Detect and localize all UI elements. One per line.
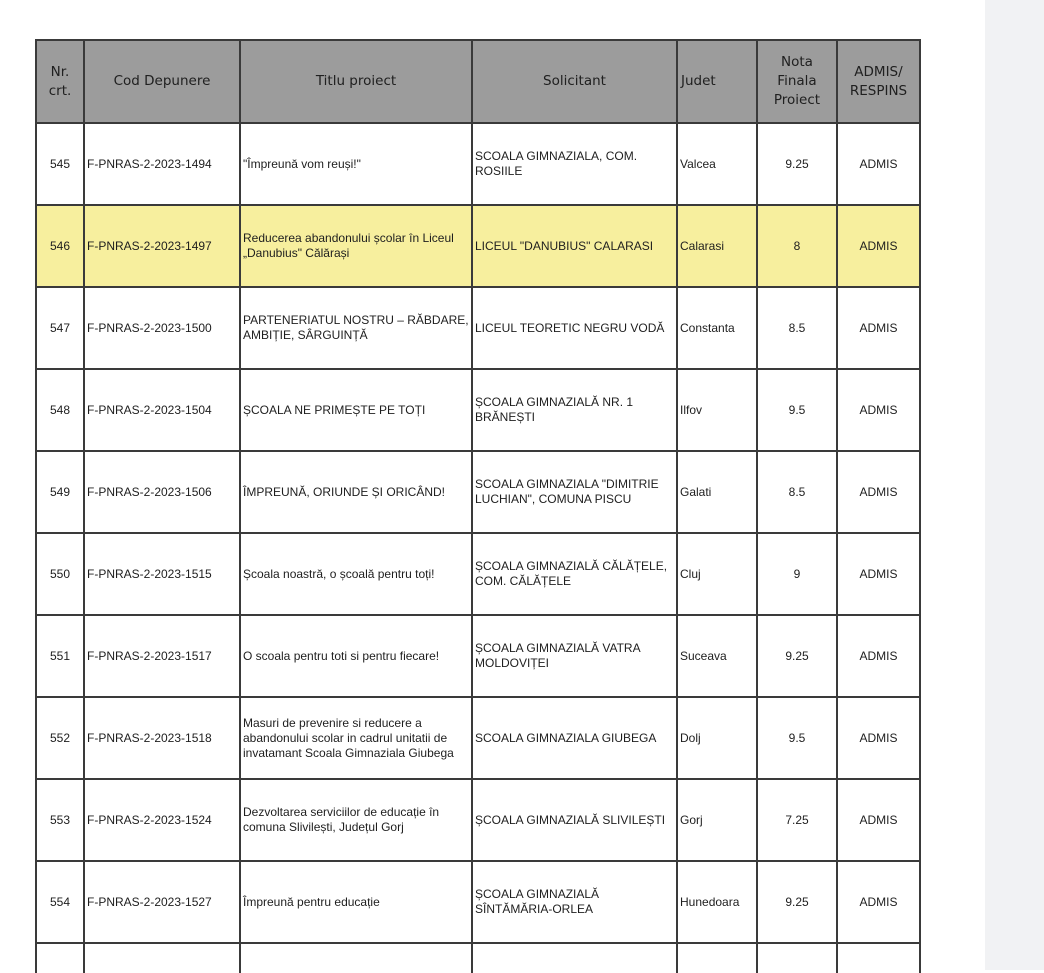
- row-titlu-proiect: Masuri de prevenire si reducere a abandonului scolar in cadrul unitatii de invatamant Scoala Gimnaziala Giubega: [240, 697, 472, 779]
- row-status: ADMIS: [837, 287, 920, 369]
- empty-cell: [677, 943, 757, 973]
- row-status: ADMIS: [837, 369, 920, 451]
- row-judet: Suceava: [677, 615, 757, 697]
- row-cod-depunere: F-PNRAS-2-2023-1527: [84, 861, 240, 943]
- row-nr: 549: [36, 451, 84, 533]
- table-row: [36, 205, 920, 287]
- table-row-cut-off: [36, 943, 920, 973]
- row-judet: Calarasi: [677, 205, 757, 287]
- table-row: [36, 369, 920, 451]
- row-nr: 548: [36, 369, 84, 451]
- row-cod-depunere: F-PNRAS-2-2023-1506: [84, 451, 240, 533]
- header-admis-respins: ADMIS/ RESPINS: [837, 40, 920, 123]
- row-cod-depunere: F-PNRAS-2-2023-1504: [84, 369, 240, 451]
- table-row: [36, 697, 920, 779]
- row-judet: Galati: [677, 451, 757, 533]
- row-cod-depunere: F-PNRAS-2-2023-1500: [84, 287, 240, 369]
- row-nota-finala: 9.25: [757, 861, 837, 943]
- row-nr: 547: [36, 287, 84, 369]
- header-nota-finala: Nota Finala Proiect: [757, 40, 837, 123]
- row-judet: Cluj: [677, 533, 757, 615]
- row-cod-depunere: F-PNRAS-2-2023-1517: [84, 615, 240, 697]
- row-nr: 552: [36, 697, 84, 779]
- row-status: ADMIS: [837, 697, 920, 779]
- row-nota-finala: 9.5: [757, 369, 837, 451]
- table-row: [36, 533, 920, 615]
- row-status: ADMIS: [837, 451, 920, 533]
- row-nr: 553: [36, 779, 84, 861]
- row-nr: 545: [36, 123, 84, 205]
- row-solicitant: ȘCOALA GIMNAZIALĂ SLIVILEȘTI: [472, 779, 677, 861]
- header-solicitant: Solicitant: [472, 40, 677, 123]
- table-row: [36, 287, 920, 369]
- empty-cell: [36, 943, 84, 973]
- header-titlu-proiect: Titlu proiect: [240, 40, 472, 123]
- row-nr: 546: [36, 205, 84, 287]
- row-status: ADMIS: [837, 123, 920, 205]
- row-nota-finala: 9: [757, 533, 837, 615]
- row-solicitant: ȘCOALA GIMNAZIALĂ NR. 1 BRĂNEȘTI: [472, 369, 677, 451]
- row-nota-finala: 9.25: [757, 123, 837, 205]
- row-judet: Gorj: [677, 779, 757, 861]
- row-judet: Hunedoara: [677, 861, 757, 943]
- row-titlu-proiect: ȘCOALA NE PRIMEȘTE PE TOȚI: [240, 369, 472, 451]
- row-judet: Ilfov: [677, 369, 757, 451]
- table-row: [36, 123, 920, 205]
- table-row: [36, 451, 920, 533]
- row-nr: 554: [36, 861, 84, 943]
- header-judet: Judet: [677, 40, 757, 123]
- row-nr: 551: [36, 615, 84, 697]
- row-cod-depunere: F-PNRAS-2-2023-1494: [84, 123, 240, 205]
- row-nota-finala: 7.25: [757, 779, 837, 861]
- header-nr: Nr. crt.: [36, 40, 84, 123]
- row-judet: Dolj: [677, 697, 757, 779]
- row-solicitant: SCOALA GIMNAZIALA "DIMITRIE LUCHIAN", COMUNA PISCU: [472, 451, 677, 533]
- empty-cell: [240, 943, 472, 973]
- row-titlu-proiect: PARTENERIATUL NOSTRU – RĂBDARE, AMBIȚIE, SÂRGUINȚĂ: [240, 287, 472, 369]
- row-nr: 550: [36, 533, 84, 615]
- empty-cell: [837, 943, 920, 973]
- empty-cell: [757, 943, 837, 973]
- row-status: ADMIS: [837, 533, 920, 615]
- row-titlu-proiect: ÎMPREUNĂ, ORIUNDE ȘI ORICÂND!: [240, 451, 472, 533]
- table-body: [36, 123, 920, 973]
- table-header-row: [36, 40, 920, 123]
- row-nota-finala: 8: [757, 205, 837, 287]
- row-nota-finala: 9.5: [757, 697, 837, 779]
- table-row: [36, 779, 920, 861]
- row-solicitant: SCOALA GIMNAZIALA GIUBEGA: [472, 697, 677, 779]
- table-row: [36, 615, 920, 697]
- row-solicitant: ȘCOALA GIMNAZIALĂ SÎNTĂMĂRIA-ORLEA: [472, 861, 677, 943]
- row-cod-depunere: F-PNRAS-2-2023-1515: [84, 533, 240, 615]
- right-margin: [985, 0, 1044, 970]
- row-titlu-proiect: Dezvoltarea serviciilor de educație în comuna Slivilești, Județul Gorj: [240, 779, 472, 861]
- row-cod-depunere: F-PNRAS-2-2023-1497: [84, 205, 240, 287]
- empty-cell: [472, 943, 677, 973]
- row-cod-depunere: F-PNRAS-2-2023-1518: [84, 697, 240, 779]
- row-solicitant: LICEUL TEORETIC NEGRU VODĂ: [472, 287, 677, 369]
- row-solicitant: SCOALA GIMNAZIALA, COM. ROSIILE: [472, 123, 677, 205]
- row-status: ADMIS: [837, 779, 920, 861]
- row-cod-depunere: F-PNRAS-2-2023-1524: [84, 779, 240, 861]
- row-status: ADMIS: [837, 615, 920, 697]
- row-solicitant: ȘCOALA GIMNAZIALĂ VATRA MOLDOVIȚEI: [472, 615, 677, 697]
- row-solicitant: LICEUL "DANUBIUS" CALARASI: [472, 205, 677, 287]
- row-judet: Constanta: [677, 287, 757, 369]
- row-status: ADMIS: [837, 205, 920, 287]
- row-nota-finala: 8.5: [757, 287, 837, 369]
- row-nota-finala: 9.25: [757, 615, 837, 697]
- projects-table: [35, 39, 921, 973]
- table-row: [36, 861, 920, 943]
- row-titlu-proiect: Reducerea abandonului școlar în Liceul „Danubius" Călărași: [240, 205, 472, 287]
- row-judet: Valcea: [677, 123, 757, 205]
- row-titlu-proiect: "Împreună vom reuși!": [240, 123, 472, 205]
- row-nota-finala: 8.5: [757, 451, 837, 533]
- empty-cell: [84, 943, 240, 973]
- row-titlu-proiect: O scoala pentru toti si pentru fiecare!: [240, 615, 472, 697]
- header-cod-depunere: Cod Depunere: [84, 40, 240, 123]
- row-solicitant: ȘCOALA GIMNAZIALĂ CĂLĂȚELE, COM. CĂLĂȚELE: [472, 533, 677, 615]
- row-status: ADMIS: [837, 861, 920, 943]
- row-titlu-proiect: Împreună pentru educație: [240, 861, 472, 943]
- row-titlu-proiect: Școala noastră, o școală pentru toți!: [240, 533, 472, 615]
